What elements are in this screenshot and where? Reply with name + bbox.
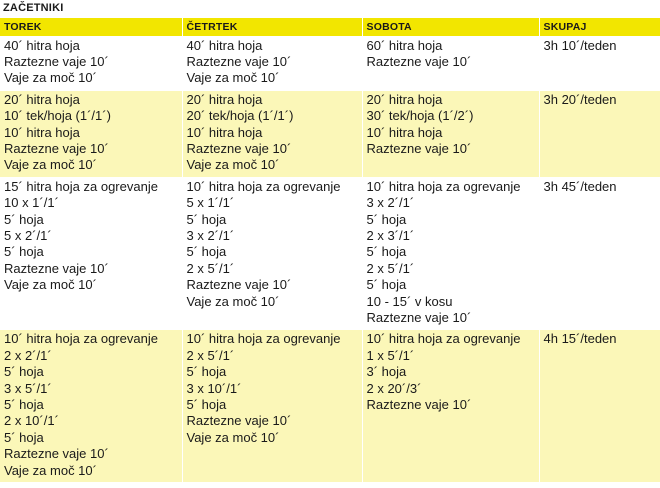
table-row — [0, 90, 660, 177]
cell-line: Raztezne vaje 10´ — [186, 413, 292, 429]
cell-line: Vaje za moč 10´ — [186, 157, 280, 173]
weekly-total: 3h 20´/teden — [543, 91, 617, 107]
cell-line: 40´ hitra hoja — [186, 37, 263, 53]
cell-line: 10´ hitra hoja za ogrevanje — [186, 331, 341, 347]
cell-cetrtek — [182, 177, 362, 330]
table-title: ZAČETNIKI — [3, 2, 64, 14]
cell-line: 10´ hitra hoja — [4, 124, 80, 140]
cell-skupaj — [539, 90, 660, 177]
cell-line: Vaje za moč 10´ — [186, 293, 280, 309]
cell-torek — [0, 90, 182, 177]
cell-cetrtek — [182, 330, 362, 482]
cell-line: 30´ tek/hoja (1´/2´) — [366, 108, 474, 124]
cell-line: Vaje za moč 10´ — [186, 429, 280, 445]
cell-line: 40´ hitra hoja — [4, 37, 80, 53]
cell-line: 5´ hoja — [4, 244, 44, 260]
cell-torek — [0, 330, 182, 482]
cell-skupaj — [539, 36, 660, 90]
cell-line: 10´ hitra hoja za ogrevanje — [186, 178, 341, 194]
cell-line: 2 x 5´/1´ — [186, 347, 235, 363]
cell-line: Raztezne vaje 10´ — [186, 277, 292, 293]
cell-line: Vaje za moč 10´ — [186, 70, 280, 86]
header-sobota: SOBOTA — [362, 18, 539, 36]
cell-line: 15´ hitra hoja za ogrevanje — [4, 178, 158, 194]
cell-line: 3´ hoja — [366, 364, 407, 380]
cell-line: Raztezne vaje 10´ — [186, 53, 292, 69]
cell-cetrtek — [182, 36, 362, 90]
cell-line: Raztezne vaje 10´ — [366, 310, 472, 325]
cell-line: 10´ hitra hoja — [186, 124, 263, 140]
cell-line: 10´ hitra hoja — [366, 124, 443, 140]
cell-line: 10 - 15´ v kosu — [366, 293, 453, 309]
cell-line: 5´ hoja — [186, 211, 227, 227]
table-row — [0, 177, 660, 330]
cell-line: Raztezne vaje 10´ — [4, 446, 109, 462]
cell-line: 5´ hoja — [4, 429, 44, 445]
header-torek: TOREK — [0, 18, 182, 36]
cell-line: 5´ hoja — [4, 364, 44, 380]
cell-line: 5´ hoja — [366, 211, 407, 227]
cell-line: 3 x 5´/1´ — [4, 380, 52, 396]
header-skupaj: SKUPAJ — [543, 21, 587, 34]
cell-line: Vaje za moč 10´ — [4, 277, 97, 293]
cell-line: 10´ tek/hoja (1´/1´) — [4, 108, 111, 124]
cell-line: 2 x 5´/1´ — [186, 260, 235, 276]
header-row — [0, 18, 660, 36]
cell-line: Vaje za moč 10´ — [4, 70, 97, 86]
cell-line: 10´ hitra hoja za ogrevanje — [366, 178, 521, 194]
cell-line: 1 x 5´/1´ — [366, 347, 415, 363]
cell-line: 20´ hitra hoja — [4, 91, 80, 107]
cell-line: 5´ hoja — [186, 364, 227, 380]
cell-line: 3 x 2´/1´ — [366, 195, 415, 211]
cell-line: Raztezne vaje 10´ — [4, 53, 109, 69]
cell-line: 2 x 3´/1´ — [366, 227, 415, 243]
cell-cetrtek — [182, 90, 362, 177]
table-row — [0, 330, 660, 482]
cell-torek — [0, 177, 182, 330]
cell-line: Vaje za moč 10´ — [4, 157, 97, 173]
cell-line: 3 x 2´/1´ — [186, 227, 235, 243]
cell-sobota — [362, 330, 539, 482]
table-body — [0, 36, 660, 482]
cell-line: 5´ hoja — [186, 397, 227, 413]
cell-line: Raztezne vaje 10´ — [366, 53, 472, 69]
cell-sobota — [362, 36, 539, 90]
training-schedule-table — [0, 18, 660, 482]
cell-line: Raztezne vaje 10´ — [366, 140, 472, 156]
cell-line: 3 x 10´/1´ — [186, 380, 242, 396]
cell-line: 5´ hoja — [366, 277, 407, 293]
cell-line: 10´ hitra hoja za ogrevanje — [366, 331, 521, 347]
cell-line: 10´ hitra hoja za ogrevanje — [4, 331, 158, 347]
cell-skupaj — [539, 177, 660, 330]
header-cetrtek: ČETRTEK — [182, 18, 362, 36]
cell-line: 20´ hitra hoja — [186, 91, 263, 107]
weekly-total: 3h 45´/teden — [543, 178, 617, 194]
cell-line: 20´ tek/hoja (1´/1´) — [186, 108, 294, 124]
cell-skupaj — [539, 330, 660, 482]
cell-line: 5´ hoja — [4, 397, 44, 413]
table-row — [0, 36, 660, 90]
cell-line: 2 x 20´/3´ — [366, 380, 422, 396]
cell-line: 5 x 1´/1´ — [186, 195, 235, 211]
weekly-total: 4h 15´/teden — [543, 331, 617, 347]
cell-line: Raztezne vaje 10´ — [186, 140, 292, 156]
cell-line: 10 x 1´/1´ — [4, 195, 59, 211]
cell-line: 5´ hoja — [366, 244, 407, 260]
cell-line: Raztezne vaje 10´ — [4, 260, 109, 276]
cell-line: Raztezne vaje 10´ — [4, 140, 109, 156]
cell-line: Raztezne vaje 10´ — [366, 397, 472, 413]
cell-sobota — [362, 177, 539, 330]
cell-line: 2 x 10´/1´ — [4, 413, 59, 429]
cell-line: 5´ hoja — [4, 211, 44, 227]
cell-line: 2 x 2´/1´ — [4, 347, 52, 363]
cell-line: 5´ hoja — [186, 244, 227, 260]
cell-line: 5 x 2´/1´ — [4, 227, 52, 243]
cell-sobota — [362, 90, 539, 177]
cell-torek — [0, 36, 182, 90]
cell-line: 20´ hitra hoja — [366, 91, 443, 107]
weekly-total: 3h 10´/teden — [543, 37, 617, 53]
cell-line: 60´ hitra hoja — [366, 37, 443, 53]
cell-line: Vaje za moč 10´ — [4, 462, 97, 478]
cell-line: 2 x 5´/1´ — [366, 260, 415, 276]
